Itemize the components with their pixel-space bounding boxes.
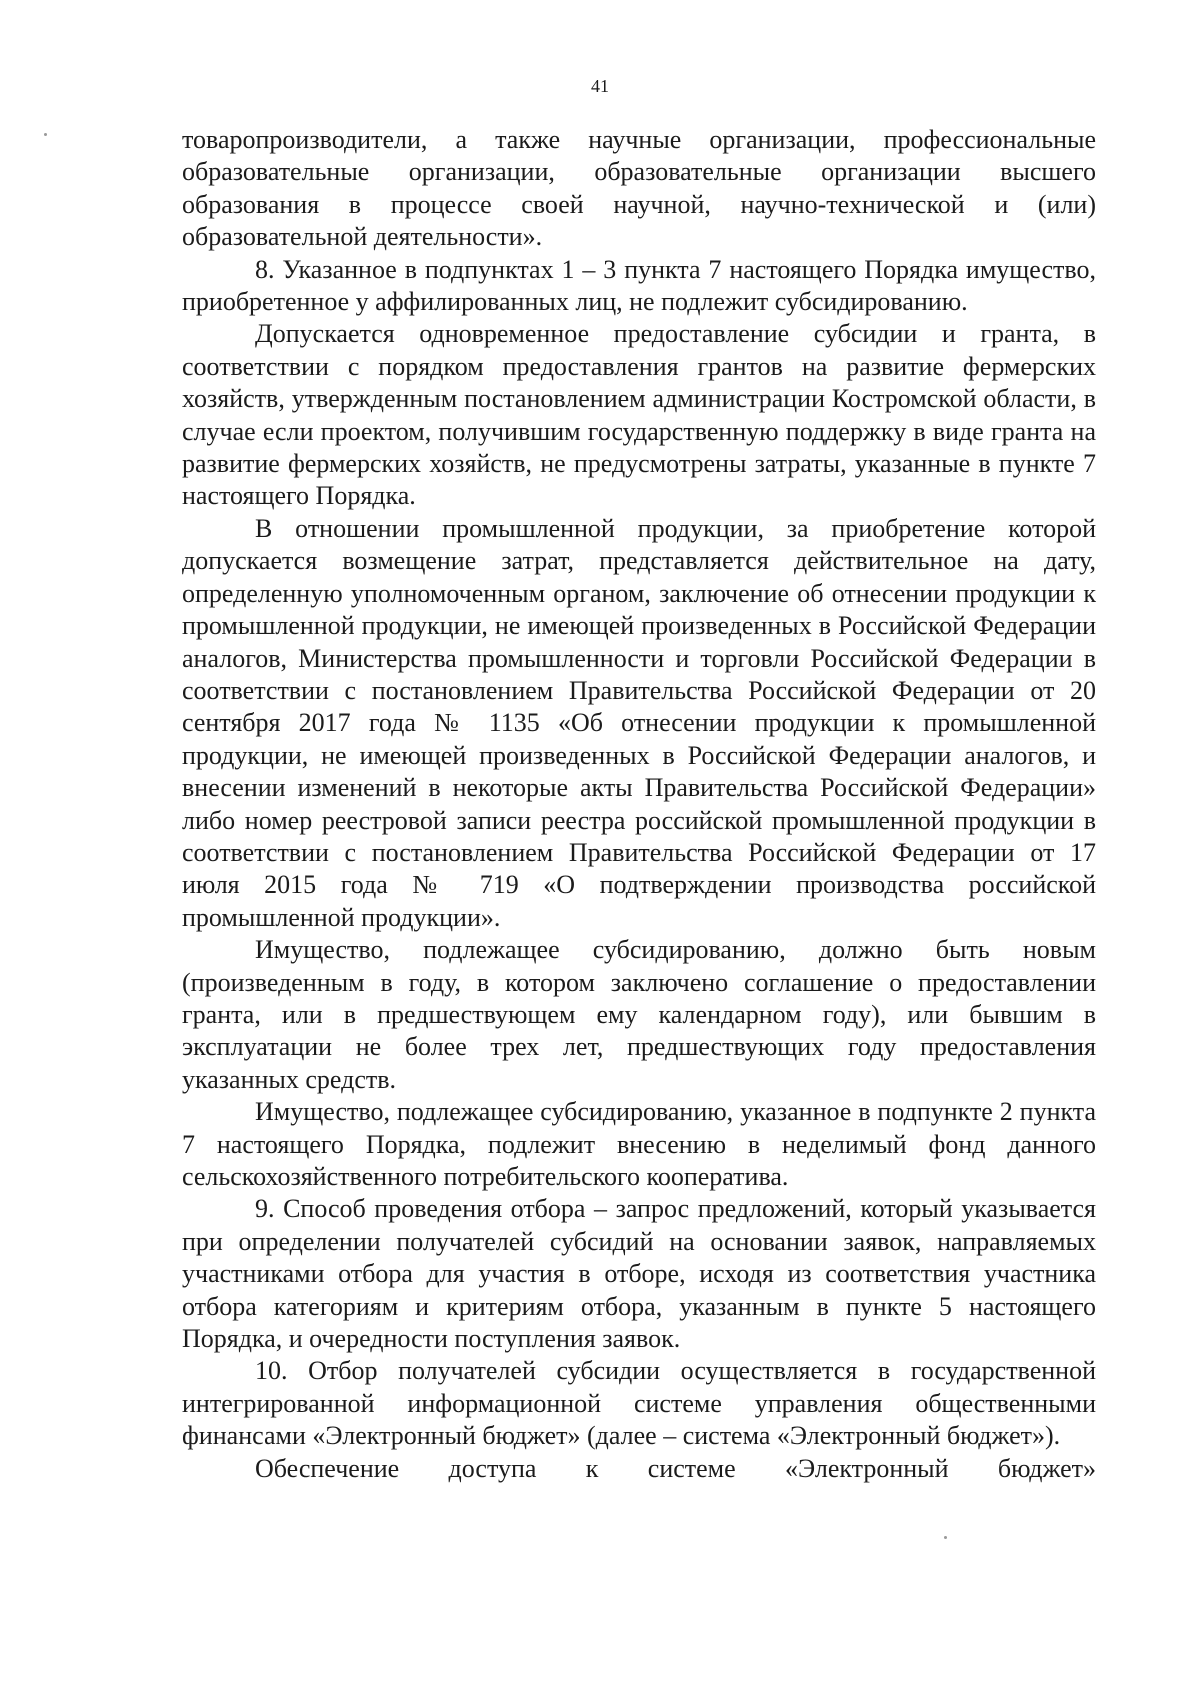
paragraph-access-continued: Обеспечение доступа к системе «Электронный бюджет» — [255, 1453, 1096, 1483]
paragraph-industrial-products: В отношении промышленной продукции, за приобретение которой допускается возмещение затрат, представляется действительное на дату, определенную уполномоченным органом, заключение об отнесении продукции к промышленной продукции, не имеющей произведенных в Российской Федерации аналогов, Министерства промышленности и торговли Российской Федерации в соответствии с постановлением Правительства Российской Федерации от 20 сентября 2017 года № 1135 «Об отнесении продукции к промышленной продукции, не имеющей произведенных в Российской Федерации аналогов, и внесении изменений в некоторые акты Правительства Российской Федерации» либо номер реестровой записи реестра российской промышленной продукции в соответствии с постановлением Правительства Российской Федерации от 17 июля 2015 года № 719 «О подтверждении производства российской промышленной продукции». — [182, 513, 1096, 932]
scan-speck — [944, 1536, 947, 1539]
scan-speck — [44, 133, 47, 136]
paragraph-property-new: Имущество, подлежащее субсидированию, должно быть новым (произведенным в году, в котором заключено соглашение о предоставлении гранта, или в предшествующем ему календарном году), или бывшим в эксплуатации не более трех лет, предшествующих году предоставления указанных средств. — [182, 935, 1096, 1094]
paragraph-indivisible-fund: Имущество, подлежащее субсидированию, указанное в подпункте 2 пункта 7 настоящего Порядка, подлежит внесению в неделимый фонд данного сельскохозяйственного потребительского кооператива. — [182, 1097, 1096, 1191]
paragraph-continuation: товаропроизводители, а также научные организации, профессиональные образовательные организации, образовательные организации высшего образования в процессе своей научной, научно-технической и (или) образовательной деятельности». — [182, 125, 1096, 252]
paragraph-simultaneous-grant: Допускается одновременное предоставление субсидии и гранта, в соответствии с порядком предоставления грантов на развитие фермерских хозяйств, утвержденным постановлением администрации Костромской области, в случае если проектом, получившим государственную поддержку в виде гранта на развитие фермерских хозяйств, не предусмотрены затраты, указанные в пункте 7 настоящего Порядка. — [182, 319, 1096, 511]
document-body — [182, 124, 1096, 1485]
page-number: 41 — [591, 76, 609, 96]
paragraph-item-8: 8. Указанное в подпунктах 1 – 3 пункта 7 настоящего Порядка имущество, приобретенное у аффилированных лиц, не подлежит субсидированию. — [182, 254, 1096, 317]
paragraph-item-9: 9. Способ проведения отбора – запрос предложений, который указывается при определении получателей субсидий на основании заявок, направляемых участниками отбора для участия в отборе, исходя из соответствия участника отбора категориям и критериям отбора, указанным в пункте 5 настоящего Порядка, и очередности поступления заявок. — [182, 1194, 1096, 1354]
paragraph-item-10: 10. Отбор получателей субсидии осуществляется в государственной интегрированной информационной системе управления общественными финансами «Электронный бюджет» (далее – система «Электронный бюджет»). — [182, 1356, 1096, 1451]
